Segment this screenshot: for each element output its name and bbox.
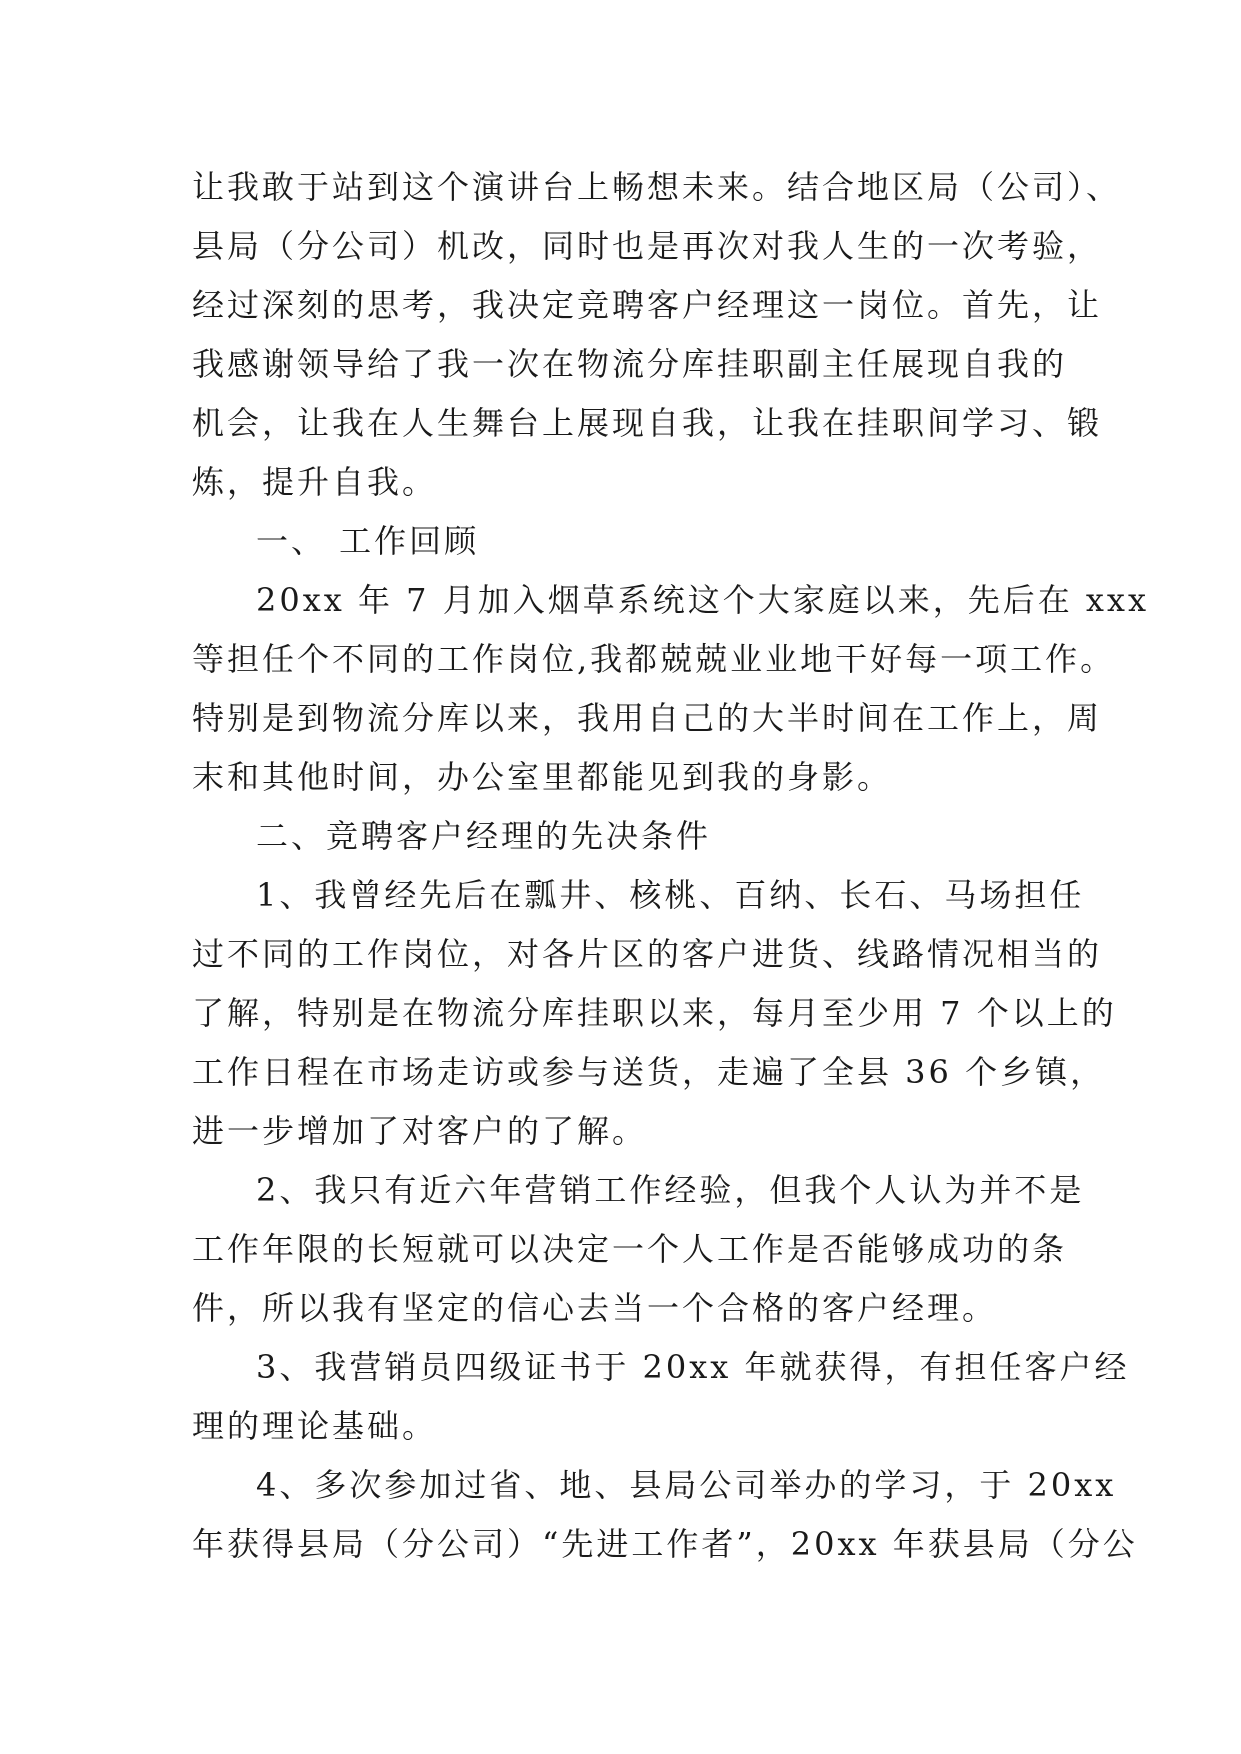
text-line: 20xx 年 7 月加入烟草系统这个大家庭以来，先后在 xxx [256, 581, 1150, 619]
text-line: 理的理论基础。 [192, 1407, 438, 1445]
text-line: 特别是到物流分库以来，我用自己的大半时间在工作上，周 [192, 699, 1103, 737]
paragraph [192, 571, 1150, 807]
text-line: 3、我营销员四级证书于 20xx 年就获得，有担任客户经 [256, 1348, 1130, 1386]
paragraph [192, 1161, 1085, 1338]
paragraph [192, 1456, 1138, 1574]
text-line: 2、我只有近六年营销工作经验，但我个人认为并不是 [256, 1171, 1085, 1209]
text-line: 1、我曾经先后在瓢井、核桃、百纳、长石、马场担任 [256, 876, 1085, 914]
text-line: 机会，让我在人生舞台上展现自我，让我在挂职间学习、锻 [192, 404, 1103, 442]
text-line: 4、多次参加过省、地、县局公司举办的学习，于 20xx [256, 1466, 1117, 1504]
text-line: 了解，特别是在物流分库挂职以来，每月至少用 7 个以上的 [192, 994, 1117, 1032]
text-line: 进一步增加了对客户的了解。 [192, 1112, 648, 1150]
paragraph [192, 1338, 1130, 1456]
section-heading [192, 807, 1052, 866]
paragraph [192, 866, 1117, 1161]
text-line: 我感谢领导给了我一次在物流分库挂职副主任展现自我的 [192, 345, 1068, 383]
text-line: 件，所以我有坚定的信心去当一个合格的客户经理。 [192, 1289, 998, 1327]
text-line: 县局（分公司）机改，同时也是再次对我人生的一次考验， [192, 227, 1103, 265]
text-line: 二、竞聘客户经理的先决条件 [256, 817, 712, 855]
text-line: 一、 工作回顾 [256, 522, 480, 560]
text-line: 炼，提升自我。 [192, 463, 438, 501]
text-line: 工作日程在市场走访或参与送货，走遍了全县 36 个乡镇， [192, 1053, 1106, 1091]
text-line: 过不同的工作岗位，对各片区的客户进货、线路情况相当的 [192, 935, 1103, 973]
text-line: 年获得县局（分公司）“先进工作者”，20xx 年获县局（分公 [192, 1525, 1138, 1563]
paragraph [192, 158, 1122, 512]
document-body [192, 158, 1150, 1574]
text-line: 让我敢于站到这个演讲台上畅想未来。结合地区局（公司）、 [192, 168, 1122, 206]
text-line: 末和其他时间，办公室里都能见到我的身影。 [192, 758, 893, 796]
text-line: 等担任个不同的工作岗位,我都兢兢业业地干好每一项工作。 [192, 640, 1116, 678]
text-line: 经过深刻的思考，我决定竞聘客户经理这一岗位。首先，让 [192, 286, 1103, 324]
section-heading [192, 512, 1052, 571]
text-line: 工作年限的长短就可以决定一个人工作是否能够成功的条 [192, 1230, 1068, 1268]
